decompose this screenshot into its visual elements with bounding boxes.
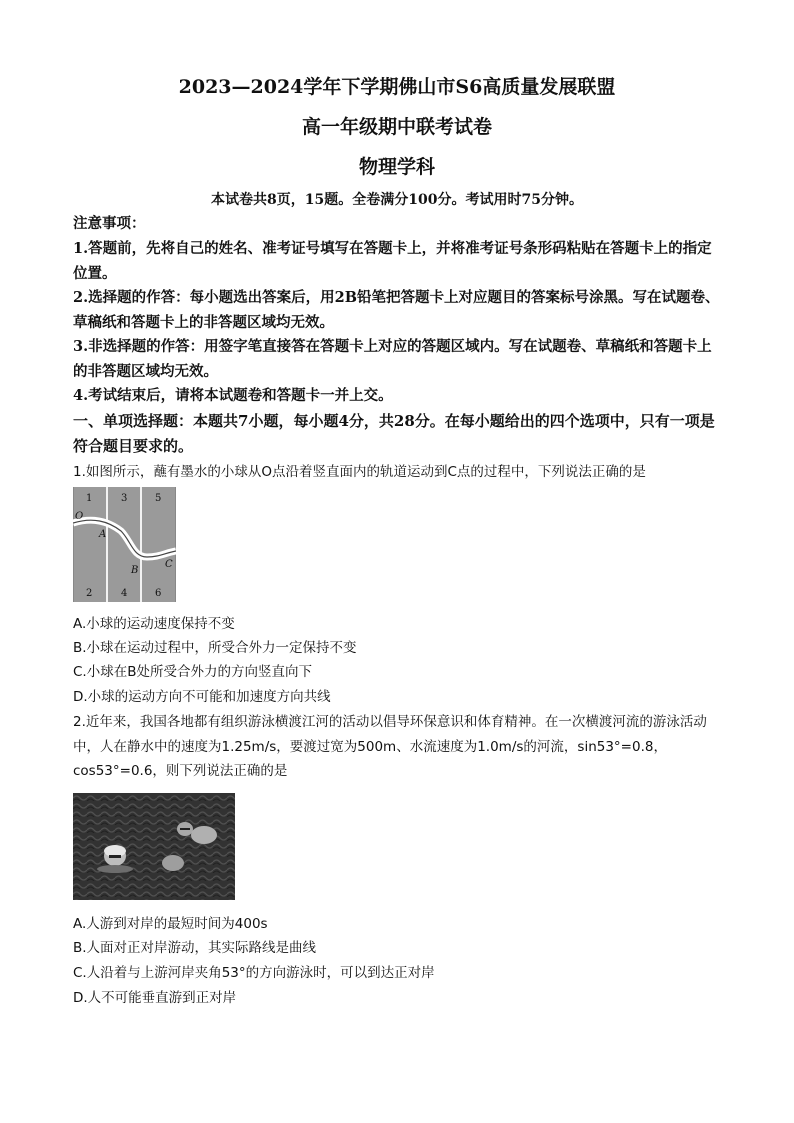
note-item: 2.选择题的作答：每小题选出答案后，用2B铅笔把答题卡上对应题目的答案标号涂黑。写在试题卷、草稿纸和答题卡上的非答题区域均无效。 — [73, 289, 720, 331]
q2-option-a: A.人游到对岸的最短时间为400s — [73, 916, 268, 932]
exam-info: 本试卷共8页，15题。全卷满分100分。考试用时75分钟。 — [211, 192, 583, 208]
point-label-o: O — [75, 511, 84, 522]
q2-option-d: D.人不可能垂直游到正对岸 — [73, 990, 237, 1006]
point-label-a: A — [99, 529, 107, 540]
note-item: 1.答题前，先将自己的姓名、准考证号填写在答题卡上，并将准考证号条形码粘贴在答题卡上的指定位置。 — [73, 240, 712, 282]
buoy — [162, 855, 184, 871]
exam-subject: 物理学科 — [358, 156, 435, 178]
strip-number-bottom: 2 — [86, 588, 93, 599]
strip-number-top: 5 — [155, 493, 162, 504]
strip-number-top: 3 — [121, 493, 128, 504]
swimmers-photo — [73, 793, 235, 900]
q1-option-b: B.小球在运动过程中，所受合外力一定保持不变 — [73, 640, 357, 656]
q1-option-c: C.小球在B处所受合外力的方向竖直向下 — [73, 664, 312, 680]
point-label-c: C — [165, 559, 173, 570]
exam-title-line2: 高一年级期中联考试卷 — [301, 116, 492, 138]
strip-number-bottom: 4 — [121, 588, 128, 599]
q2-option-c: C.人沿着与上游河岸夹角53°的方向游泳时，可以到达正对岸 — [73, 965, 435, 981]
goggles — [109, 855, 121, 858]
note-item: 3.非选择题的作答：用签字笔直接答在答题卡上对应的答题区域内。写在试题卷、草稿纸和答题卡上的非答题区域均无效。 — [73, 338, 712, 380]
section-heading: 一、单项选择题：本题共7小题，每小题4分，共28分。在每小题给出的四个选项中，只有一项是符合题目要求的。 — [73, 412, 715, 455]
buoy — [191, 826, 217, 844]
exam-title-line1: 2023—2024学年下学期佛山市S6高质量发展联盟 — [178, 76, 616, 98]
question-2-stem: 2.近年来，我国各地都有组织游泳横渡江河的活动以倡导环保意识和体育精神。在一次横渡河流的游泳活动中，人在静水中的速度为1.25m/s，要渡过宽为500m、水流速度为1.0m/s的河流，sin53°=0.8，cos53°=0.6，则下列说法正确的是 — [73, 714, 707, 779]
figure-background — [73, 487, 176, 602]
point-label-b: B — [131, 565, 139, 576]
strip-number-top: 1 — [86, 493, 93, 504]
note-item: 4.考试结束后，请将本试题卷和答题卡一并上交。 — [73, 387, 393, 404]
q1-option-d: D.小球的运动方向不可能和加速度方向共线 — [73, 689, 331, 705]
notes-title: 注意事项： — [73, 215, 146, 232]
question-1-stem: 1.如图所示，蘸有墨水的小球从O点沿着竖直面内的轨道运动到C点的过程中，下列说法正确的是 — [73, 464, 646, 480]
q2-option-b: B.人面对正对岸游动，其实际路线是曲线 — [73, 940, 317, 956]
track-figure — [73, 487, 176, 602]
photo-shade — [73, 793, 235, 900]
splash — [97, 865, 133, 873]
goggles — [180, 828, 190, 830]
strip-number-bottom: 6 — [155, 588, 162, 599]
q1-option-a: A.小球的运动速度保持不变 — [73, 616, 235, 632]
